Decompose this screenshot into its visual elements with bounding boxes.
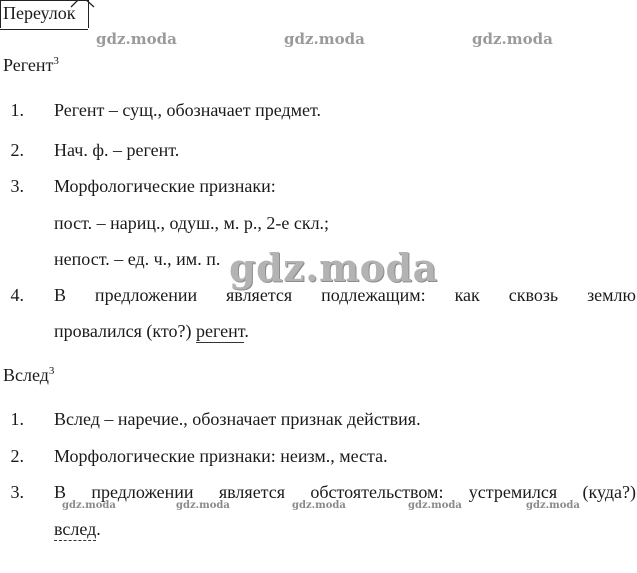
item-number: 4. (10, 285, 24, 305)
item-text: Нач. ф. – регент. (54, 140, 180, 160)
item-continuation (54, 518, 101, 540)
item-text: провалился (кто?) (54, 321, 197, 341)
item-number: 1. (10, 409, 24, 429)
watermark: gdz.moda (292, 500, 346, 511)
top-word-text: Переулок (3, 3, 76, 23)
item-number: 1. (10, 100, 24, 120)
item-continuation (54, 320, 249, 342)
item-number: 3. (10, 482, 24, 502)
item-text: Морфологические признаки: неизм., места. (54, 446, 388, 466)
watermark: gdz.moda (62, 500, 116, 511)
item-text: Вслед – наречие., обозначает признак действия. (54, 409, 421, 429)
watermark: gdz.moda (96, 30, 177, 48)
roof-mark-icon (70, 0, 96, 8)
item-text: В предложении является подлежащим: как сквозь землю (54, 285, 636, 305)
sub-line: непост. – ед. ч., им. п. (54, 249, 221, 269)
top-word-box (0, 0, 79, 26)
section-word: Регент (3, 55, 54, 75)
watermark: gdz.moda (284, 30, 365, 48)
underlined-word: вслед (54, 519, 97, 539)
item-end: . (244, 321, 249, 341)
frame-left-line (0, 0, 1, 28)
item-number: 2. (10, 446, 24, 466)
section-sup: 3 (53, 55, 59, 67)
item-text: Морфологические признаки: (54, 176, 276, 196)
section-heading (3, 54, 59, 76)
watermark: gdz.moda (176, 500, 230, 511)
section-sup: 3 (48, 365, 55, 377)
item-text: Регент – сущ., обозначает предмет. (54, 100, 322, 120)
watermark: gdz.moda (408, 500, 462, 511)
section-heading (3, 364, 54, 386)
item-end: . (96, 519, 101, 539)
sub-line: пост. – нариц., одуш., м. р., 2-е скл.; (54, 213, 330, 233)
item-text: В предложении является обстоятельством: устремился (куда?) (54, 482, 636, 502)
list-item (10, 284, 636, 306)
item-number: 2. (10, 140, 24, 160)
watermark: gdz.moda (472, 30, 553, 48)
section-word: Вслед (3, 365, 49, 385)
frame-under-line (0, 29, 88, 30)
item-number: 3. (10, 176, 24, 196)
watermark: gdz.moda (526, 500, 580, 511)
watermark-large: gdz.moda (229, 245, 438, 290)
underlined-word: регент (196, 321, 245, 341)
